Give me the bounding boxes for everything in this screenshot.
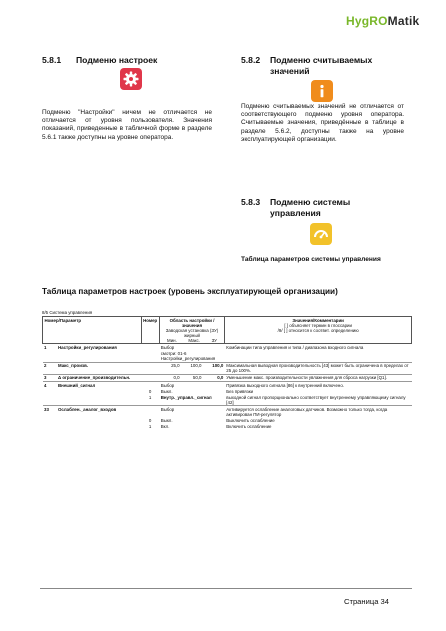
table-row: [43, 406, 412, 418]
table-body: [43, 344, 412, 430]
table-row: [43, 382, 412, 389]
cell-param: [43, 374, 142, 381]
section-number: 5.8.3: [241, 197, 261, 207]
cell-param: [43, 351, 142, 363]
table-row: [43, 351, 412, 363]
cell-sub: [141, 362, 159, 374]
cell-param-name: Внешний_сигнал: [58, 382, 96, 388]
cell-note: Выключить ослабление: [226, 418, 275, 424]
cell-min: смотри: 01-6 Настройки_регулирования: [160, 351, 216, 362]
cell-note: Комбинации типа управления и типа / диапазона входного сигнала: [226, 344, 364, 350]
cell-min: Выкл.: [160, 388, 173, 394]
cell-zu: [203, 424, 225, 430]
cell-min: Выбор: [160, 382, 175, 388]
cell-note: Максимальная выводная производительность [43] может быть ограничена в пределах от 25 до 100%.: [226, 363, 409, 374]
parameter-table: [42, 316, 412, 430]
cell-param: [43, 394, 142, 406]
brand-logo: [346, 14, 419, 28]
header-notes-sub2: /9/ [ ] относится к соответ. определению: [277, 327, 359, 333]
cell-max: [181, 424, 203, 430]
cell-min: Выбор: [160, 344, 175, 350]
cell-note: выходной сигнал пропорционально соответствует внутреннему управляющему сигналу [42]: [226, 394, 406, 405]
footer-divider: [40, 588, 412, 589]
table-header-row: [43, 317, 412, 344]
header-range: [159, 317, 225, 344]
section-581-heading: [42, 55, 212, 66]
section-title: Подменю настроек: [76, 55, 158, 65]
cell-max: [181, 344, 203, 351]
cell-sub: [141, 344, 159, 351]
header-min: Мин.: [167, 337, 177, 343]
parameter-table-wrapper: [42, 316, 412, 430]
cell-note: Привязка выходного сигнала [86] к внутренний включено.: [226, 382, 344, 388]
section-number: 5.8.2: [241, 55, 261, 65]
cell-id: 1: [44, 344, 47, 350]
page-number: Страница 34: [344, 597, 389, 606]
cell-sub: [141, 382, 159, 389]
cell-id: 3: [44, 375, 47, 381]
cell-min: Выкл.: [160, 418, 173, 424]
cell-min: Внутр._управл._сигнал: [160, 394, 212, 400]
cell-param: [43, 424, 142, 430]
info-icon: [311, 80, 333, 102]
table-row: [43, 344, 412, 351]
cell-zu: 100,0: [212, 363, 224, 369]
table-title: Таблица параметров настроек (уровень эксплуатирующей организации): [42, 287, 338, 296]
cell-sub: 1: [148, 394, 152, 400]
cell-param: [43, 406, 142, 418]
cell-note: [225, 351, 412, 363]
cell-min: 0,0: [173, 375, 180, 381]
table-row: [43, 424, 412, 430]
header-range-title: Область настройки / значения: [169, 317, 215, 328]
section-title: Подменю системы управления: [270, 197, 351, 218]
cell-sub: 0: [148, 388, 152, 394]
header-max: Макс.: [188, 337, 200, 343]
cell-max: 100,0: [190, 363, 202, 369]
cell-id: 33: [44, 406, 49, 412]
cell-id: 4: [44, 382, 47, 388]
cell-note: Без привязки: [226, 388, 254, 394]
cell-min: 25,0: [171, 363, 180, 369]
table-row: [43, 394, 412, 406]
cell-param: [43, 344, 142, 351]
logo-part-2: Matik: [387, 14, 420, 28]
section-582-heading: [241, 55, 406, 77]
cell-max: [181, 406, 203, 418]
cell-min: Выбор: [160, 406, 175, 412]
table-row: [43, 374, 412, 381]
cell-note: Уменьшение макс. производительности увлажнения для сброса нагрузки [Q1].: [226, 375, 387, 381]
cell-sub: [141, 406, 159, 418]
cell-zu: [203, 406, 225, 418]
cell-max: [181, 382, 203, 389]
cell-sub: 1: [148, 424, 152, 430]
cell-param-name: Настройки_регулирования: [58, 344, 117, 350]
header-notes-sub1: [ ] объясняет термин в глоссарии: [284, 322, 352, 328]
cell-note: Активируется ослабление аналоговых датчиков. Возможно только тогда, когда активирован ПИ-регулятор: [226, 406, 388, 417]
cell-zu: [203, 382, 225, 389]
cell-param-name: Макс_произв.: [58, 363, 88, 369]
gauge-icon: [310, 223, 332, 245]
table-row: [43, 362, 412, 374]
cell-sub: 0: [148, 418, 152, 424]
cell-sub: [141, 374, 159, 381]
section-title: Подменю считываемых значений: [270, 55, 373, 76]
cell-id: 2: [44, 363, 47, 369]
section-581-body: Подменю "Настройки" ничем не отличается не отличается от уровня пользователя. Значения показаний, приведенные в табличной форме в разделе 5.6.1 также доступны на уровне оператора.: [42, 109, 212, 141]
logo-part-1: HygRO: [346, 14, 388, 28]
cell-max: 50,0: [192, 375, 202, 381]
cell-param: [43, 382, 142, 389]
cell-min: Вкл.: [160, 424, 170, 430]
header-num: Номер: [141, 317, 159, 344]
header-range-sub: Заводская установка (ЗУ) жирный: [165, 327, 219, 338]
header-zu: ЗУ: [211, 337, 217, 343]
cell-param-name: Ослаблен._аналог_входов: [58, 406, 117, 412]
section-number: 5.8.1: [42, 55, 62, 65]
cell-param-name: Δ ограничение_производительн.: [58, 375, 131, 381]
cell-zu: [203, 344, 225, 351]
table-label: 8/5 Система управления: [42, 310, 93, 315]
section-582-body: Подменю считываемых значений не отличается от соответствующего подменю уровня оператора. Считываемые значения, приведённые в таблице в разделе 5.6.2, доступны также на уровне эксплуатирующей организации.: [241, 103, 404, 143]
cell-note: Включить ослабление: [226, 424, 272, 430]
header-param: Номер/Параметр: [43, 317, 142, 344]
gear-icon: [120, 68, 142, 90]
header-notes: [225, 317, 412, 344]
cell-sub: [141, 351, 159, 363]
cell-param: [43, 362, 142, 374]
section-583-heading: [241, 197, 406, 219]
section-583-caption: Таблица параметров системы управления: [241, 256, 381, 263]
cell-zu: 0,0: [217, 375, 224, 381]
header-notes-title: Значения/Комментарии: [292, 317, 344, 323]
